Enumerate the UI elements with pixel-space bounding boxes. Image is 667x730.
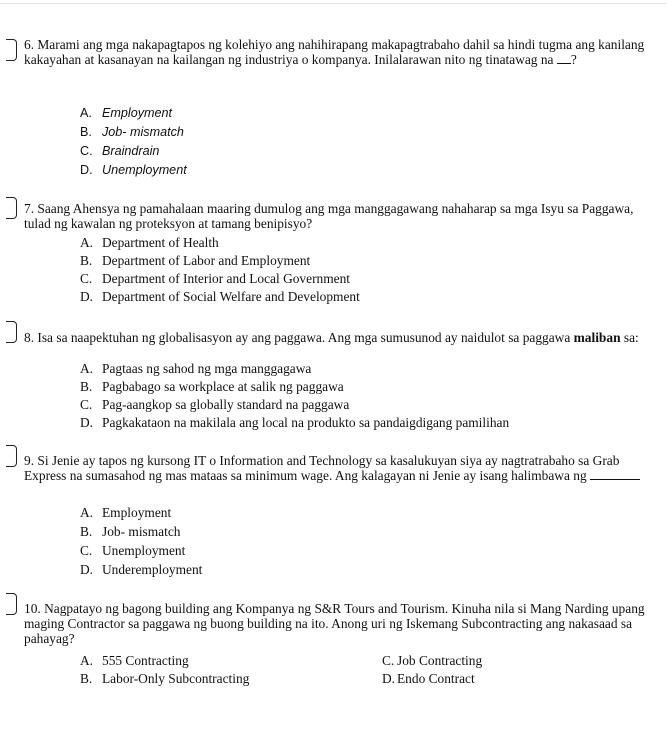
option-d: D. Endo Contract	[382, 671, 475, 686]
option-c: C. Pag-aangkop sa globally standard na paggawa	[80, 397, 350, 412]
option-b: B. Department of Labor and Employment	[80, 253, 311, 268]
option-a: A. 555 Contracting	[80, 653, 189, 668]
option-a: A. Employment	[80, 106, 172, 120]
option-c: C. Job Contracting	[382, 653, 483, 668]
option-b: B. Job- mismatch	[80, 125, 184, 139]
option-d: D. Unemployment	[80, 163, 187, 177]
answer-bracket	[6, 39, 17, 61]
answer-blank	[557, 52, 571, 64]
answer-blank	[590, 468, 640, 480]
answer-bracket	[6, 197, 17, 219]
answer-bracket	[6, 321, 17, 343]
option-b: B. Job- mismatch	[80, 524, 181, 539]
top-divider	[0, 3, 667, 4]
option-d: D. Underemployment	[80, 562, 203, 577]
option-a: A. Department of Health	[80, 235, 219, 250]
answer-bracket	[6, 445, 17, 467]
question-stem: 6. Marami ang mga nakapagtapos ng kolehiyo ang nahihirapang makapagtrabaho dahil sa hindi tugma ang kanilang kakayahan at kasanayan na kailangan ng industriya o kompanya. Inilalarawan nito ng tinatawag na ?	[24, 37, 645, 67]
answer-bracket	[6, 593, 17, 615]
option-a: A. Pagtaas ng sahod ng mga manggagawa	[80, 361, 312, 376]
option-a: A. Employment	[80, 505, 172, 520]
question-stem: 7. Saang Ahensya ng pamahalaan maaring dumulog ang mga manggagawang nahaharap sa mga Isyu sa Paggawa, tulad ng kawalan ng proteksyon at tamang benipisyo?	[24, 201, 634, 231]
question-stem: 8. Isa sa naapektuhan ng globalisasyon ay ang paggawa. Ang mga sumusunod ay naidulot sa paggawa maliban sa:	[24, 330, 639, 345]
option-d: D. Pagkakataon na makilala ang local na produkto sa pandaigdigang pamilihan	[80, 415, 510, 430]
option-d: D. Department of Social Welfare and Development	[80, 289, 360, 304]
emphasis-word: maliban	[573, 330, 621, 345]
option-c: C. Unemployment	[80, 543, 186, 558]
option-c: C. Department of Interior and Local Government	[80, 271, 351, 286]
option-b: B. Pagbabago sa workplace at salik ng paggawa	[80, 379, 344, 394]
option-b: B. Labor-Only Subcontracting	[80, 671, 250, 686]
question-stem: 9. Si Jenie ay tapos ng kursong IT o Information and Technology sa kasalukuyan siya ay nagtratrabaho sa Grab Express na sumasahod ng mas mataas sa minimum wage. Ang kalagayan ni Jenie ay isang halimbawa ng	[24, 453, 660, 483]
question-stem: 10. Nagpatayo ng bagong building ang Kompanya ng S&R Tours and Tourism. Kinuha nila si Mang Narding upang maging Contractor sa paggawa ng buong building na ito. Anong uri ng Iskemang Subcontracting ang nakasaad sa pahayag?	[24, 601, 645, 646]
option-c: C. Braindrain	[80, 144, 160, 158]
